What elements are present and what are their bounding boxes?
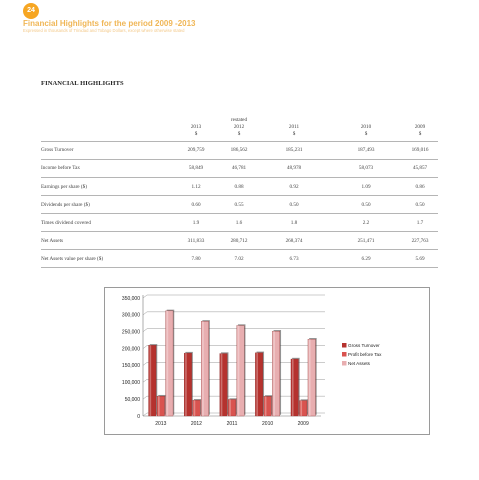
table-cell: 7.02: [234, 256, 244, 262]
bar-chart: [105, 288, 429, 434]
row-label: Gross Turnover: [41, 147, 74, 153]
table-cell: 251,471: [357, 238, 375, 244]
table-cell: 227,763: [411, 238, 429, 244]
col-year: 2010: [360, 124, 372, 130]
col-year: 2009: [414, 124, 426, 130]
col-unit: $: [292, 131, 296, 137]
gridline-depth: [143, 379, 147, 382]
col-year: 2011: [288, 124, 300, 130]
col-unit: $: [418, 131, 422, 137]
gridline-depth: [143, 346, 147, 349]
row-divider: [41, 249, 438, 250]
table-cell: 1.6: [235, 220, 243, 226]
row-label: Net Assets value per share ($): [41, 256, 104, 262]
table-cell: 0.92: [289, 184, 299, 190]
legend-swatch: [342, 361, 347, 366]
table-cell: 0.55: [234, 202, 244, 208]
legend-label: Net Assets: [348, 361, 370, 366]
col-unit: $: [194, 131, 198, 137]
bar-highlight: [292, 359, 294, 416]
table-cell: 46,781: [231, 165, 247, 171]
bar-highlight: [202, 321, 204, 416]
y-tick-label: 200,000: [121, 346, 140, 353]
bar-highlight: [309, 339, 311, 416]
table-cell: 45,857: [412, 165, 428, 171]
row-label: Dividends per share ($): [41, 202, 90, 208]
bar-highlight: [185, 353, 187, 416]
table-cell: 48,978: [286, 165, 302, 171]
row-label: Times dividend covered: [41, 220, 91, 226]
bar-highlight: [167, 311, 169, 416]
legend-label: Gross Turnover: [348, 343, 380, 348]
table-cell: 311,833: [187, 238, 205, 244]
gridline-depth: [143, 295, 147, 298]
row-divider: [41, 231, 438, 232]
legend-swatch: [342, 343, 347, 348]
table-cell: 1.09: [361, 184, 371, 190]
gridline-depth: [143, 396, 147, 399]
y-tick-label: 350,000: [121, 295, 140, 302]
gridline-depth: [143, 329, 147, 332]
table-cell: 6.73: [289, 256, 299, 262]
table-cell: 7.80: [191, 256, 201, 262]
table-cell: 169,016: [411, 147, 429, 153]
table-cell: 280,712: [230, 238, 248, 244]
col-unit: $: [364, 131, 368, 137]
gridline-depth: [143, 312, 147, 315]
bar-highlight: [150, 345, 152, 416]
x-tick-label: 2011: [226, 421, 238, 427]
row-divider: [41, 267, 438, 268]
table-cell: 5.69: [415, 256, 425, 262]
x-tick-label: 2010: [262, 421, 274, 427]
row-divider: [41, 159, 438, 160]
table-cell: 0.88: [234, 184, 244, 190]
table-cell: 0.50: [361, 202, 371, 208]
bar-highlight: [229, 399, 231, 416]
bar-highlight: [238, 326, 240, 416]
table-cell: 58,073: [358, 165, 374, 171]
table-cell: 186,562: [230, 147, 248, 153]
bar-highlight: [158, 396, 160, 416]
y-tick-label: 250,000: [121, 329, 140, 336]
table-cell: 187,493: [357, 147, 375, 153]
col-note: restated: [230, 117, 248, 123]
x-tick-label: 2009: [297, 421, 309, 427]
legend-label: Profit before Tax: [348, 352, 382, 357]
table-cell: 1.12: [191, 184, 201, 190]
table-cell: 58,849: [188, 165, 204, 171]
table-cell: 0.50: [289, 202, 299, 208]
table-cell: 268,374: [285, 238, 303, 244]
table-cell: 209,759: [187, 147, 205, 153]
table-cell: 1.7: [416, 220, 424, 226]
legend-swatch: [342, 352, 347, 357]
col-unit: $: [237, 131, 241, 137]
table-cell: 1.9: [192, 220, 200, 226]
gridline-depth: [143, 362, 147, 365]
y-tick-label: 0: [137, 413, 140, 420]
chart-frame: [104, 287, 430, 435]
y-tick-label: 100,000: [121, 380, 140, 387]
row-label: Earnings per share ($): [41, 184, 87, 190]
bar-highlight: [256, 353, 258, 416]
row-divider: [41, 213, 438, 214]
table-cell: 0.50: [415, 202, 425, 208]
table-cell: 1.8: [290, 220, 298, 226]
y-tick-label: 50,000: [124, 396, 140, 403]
table-cell: 6.29: [361, 256, 371, 262]
table-cell: 2.2: [362, 220, 370, 226]
row-divider: [41, 141, 438, 142]
table-cell: 0.86: [415, 184, 425, 190]
col-year: 2013: [190, 124, 202, 130]
bar-highlight: [221, 354, 223, 416]
bar-highlight: [273, 331, 275, 416]
table-cell: 185,231: [285, 147, 303, 153]
y-tick-label: 300,000: [121, 312, 140, 319]
page-title: Financial Highlights for the period 2009 -2013: [23, 19, 196, 28]
table-cell: 0.60: [191, 202, 201, 208]
bar-highlight: [265, 396, 267, 416]
section-title: FINANCIAL HIGHLIGHTS: [41, 80, 124, 87]
x-tick-label: 2013: [155, 421, 167, 427]
col-year: 2012: [233, 124, 245, 130]
row-label: Net Assets: [41, 238, 64, 244]
bar-highlight: [194, 400, 196, 416]
gridline-depth: [143, 413, 147, 416]
x-tick-label: 2012: [190, 421, 202, 427]
page-subtitle: Expressed in thousands of Trinidad and Tobago Dollars, except where otherwise stated: [23, 28, 185, 33]
bar-highlight: [300, 401, 302, 416]
row-divider: [41, 195, 438, 196]
y-tick-label: 150,000: [121, 363, 140, 370]
row-divider: [41, 177, 438, 178]
page-number-badge: 24: [23, 3, 39, 19]
row-label: Income before Tax: [41, 165, 81, 171]
